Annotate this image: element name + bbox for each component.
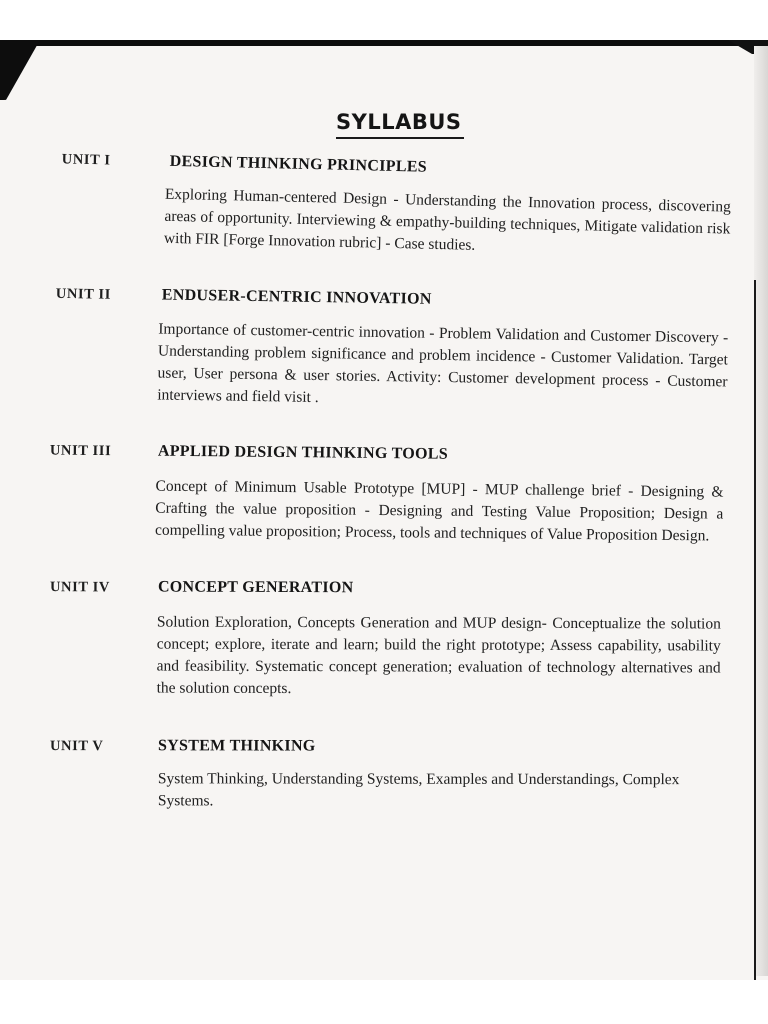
unit-label: UNIT IV <box>49 579 110 596</box>
unit-description: Importance of customer-centric innovation - Problem Validation and Customer Discovery - Understanding problem significance and problem incidence - Customer Validation. Target user, User persona & user stories. Activity: Customer development process - Customer interviews and field visit . <box>157 320 729 407</box>
page-right-edge <box>754 280 756 980</box>
unit-section-4 <box>0 577 754 698</box>
unit-heading: CONCEPT GENERATION <box>157 578 354 597</box>
bottom-background <box>0 980 768 1024</box>
unit-label: UNIT V <box>49 738 104 755</box>
unit-section-1 <box>0 146 754 254</box>
unit-description: System Thinking, Understanding Systems, Examples and Understandings, Complex Systems. <box>157 770 680 810</box>
unit-heading: SYSTEM THINKING <box>157 737 316 755</box>
unit-label: UNIT I <box>61 151 111 169</box>
unit-label: UNIT III <box>49 442 112 460</box>
unit-section-2 <box>0 283 754 407</box>
unit-label: UNIT II <box>55 285 112 303</box>
unit-description: Exploring Human-centered Design - Understanding the Innovation process, discovering areas of opportunity. Interviewing & empathy-building techniques, Mitigate validation risk with FIR [Forge Innovation rubric] - Case studies. <box>163 185 731 254</box>
title-underline <box>336 137 464 139</box>
page-right-shadow <box>754 46 768 976</box>
unit-heading: APPLIED DESIGN THINKING TOOLS <box>157 442 449 463</box>
unit-heading: ENDUSER-CENTRIC INNOVATION <box>161 286 432 308</box>
unit-section-3 <box>0 440 754 545</box>
unit-description: Solution Exploration, Concepts Generation and MUP design- Conceptualize the solution concept; explore, iterate and learn; build the right prototype; Assess capability, usability and feasibility. Systematic concept generation; evaluation of technology alternatives and the solution concepts. <box>156 613 721 698</box>
unit-section-5 <box>0 736 754 810</box>
page-title: SYLLABUS <box>336 110 462 134</box>
syllabus-page <box>0 46 754 980</box>
unit-description: Concept of Minimum Usable Prototype [MUP] - MUP challenge brief - Designing & Crafting the value proposition - Designing and Testing Value Proposition; Design a compelling value proposition; Process, tools and techniques of Value Proposition Design. <box>154 477 724 545</box>
unit-heading: DESIGN THINKING PRINCIPLES <box>169 152 428 176</box>
